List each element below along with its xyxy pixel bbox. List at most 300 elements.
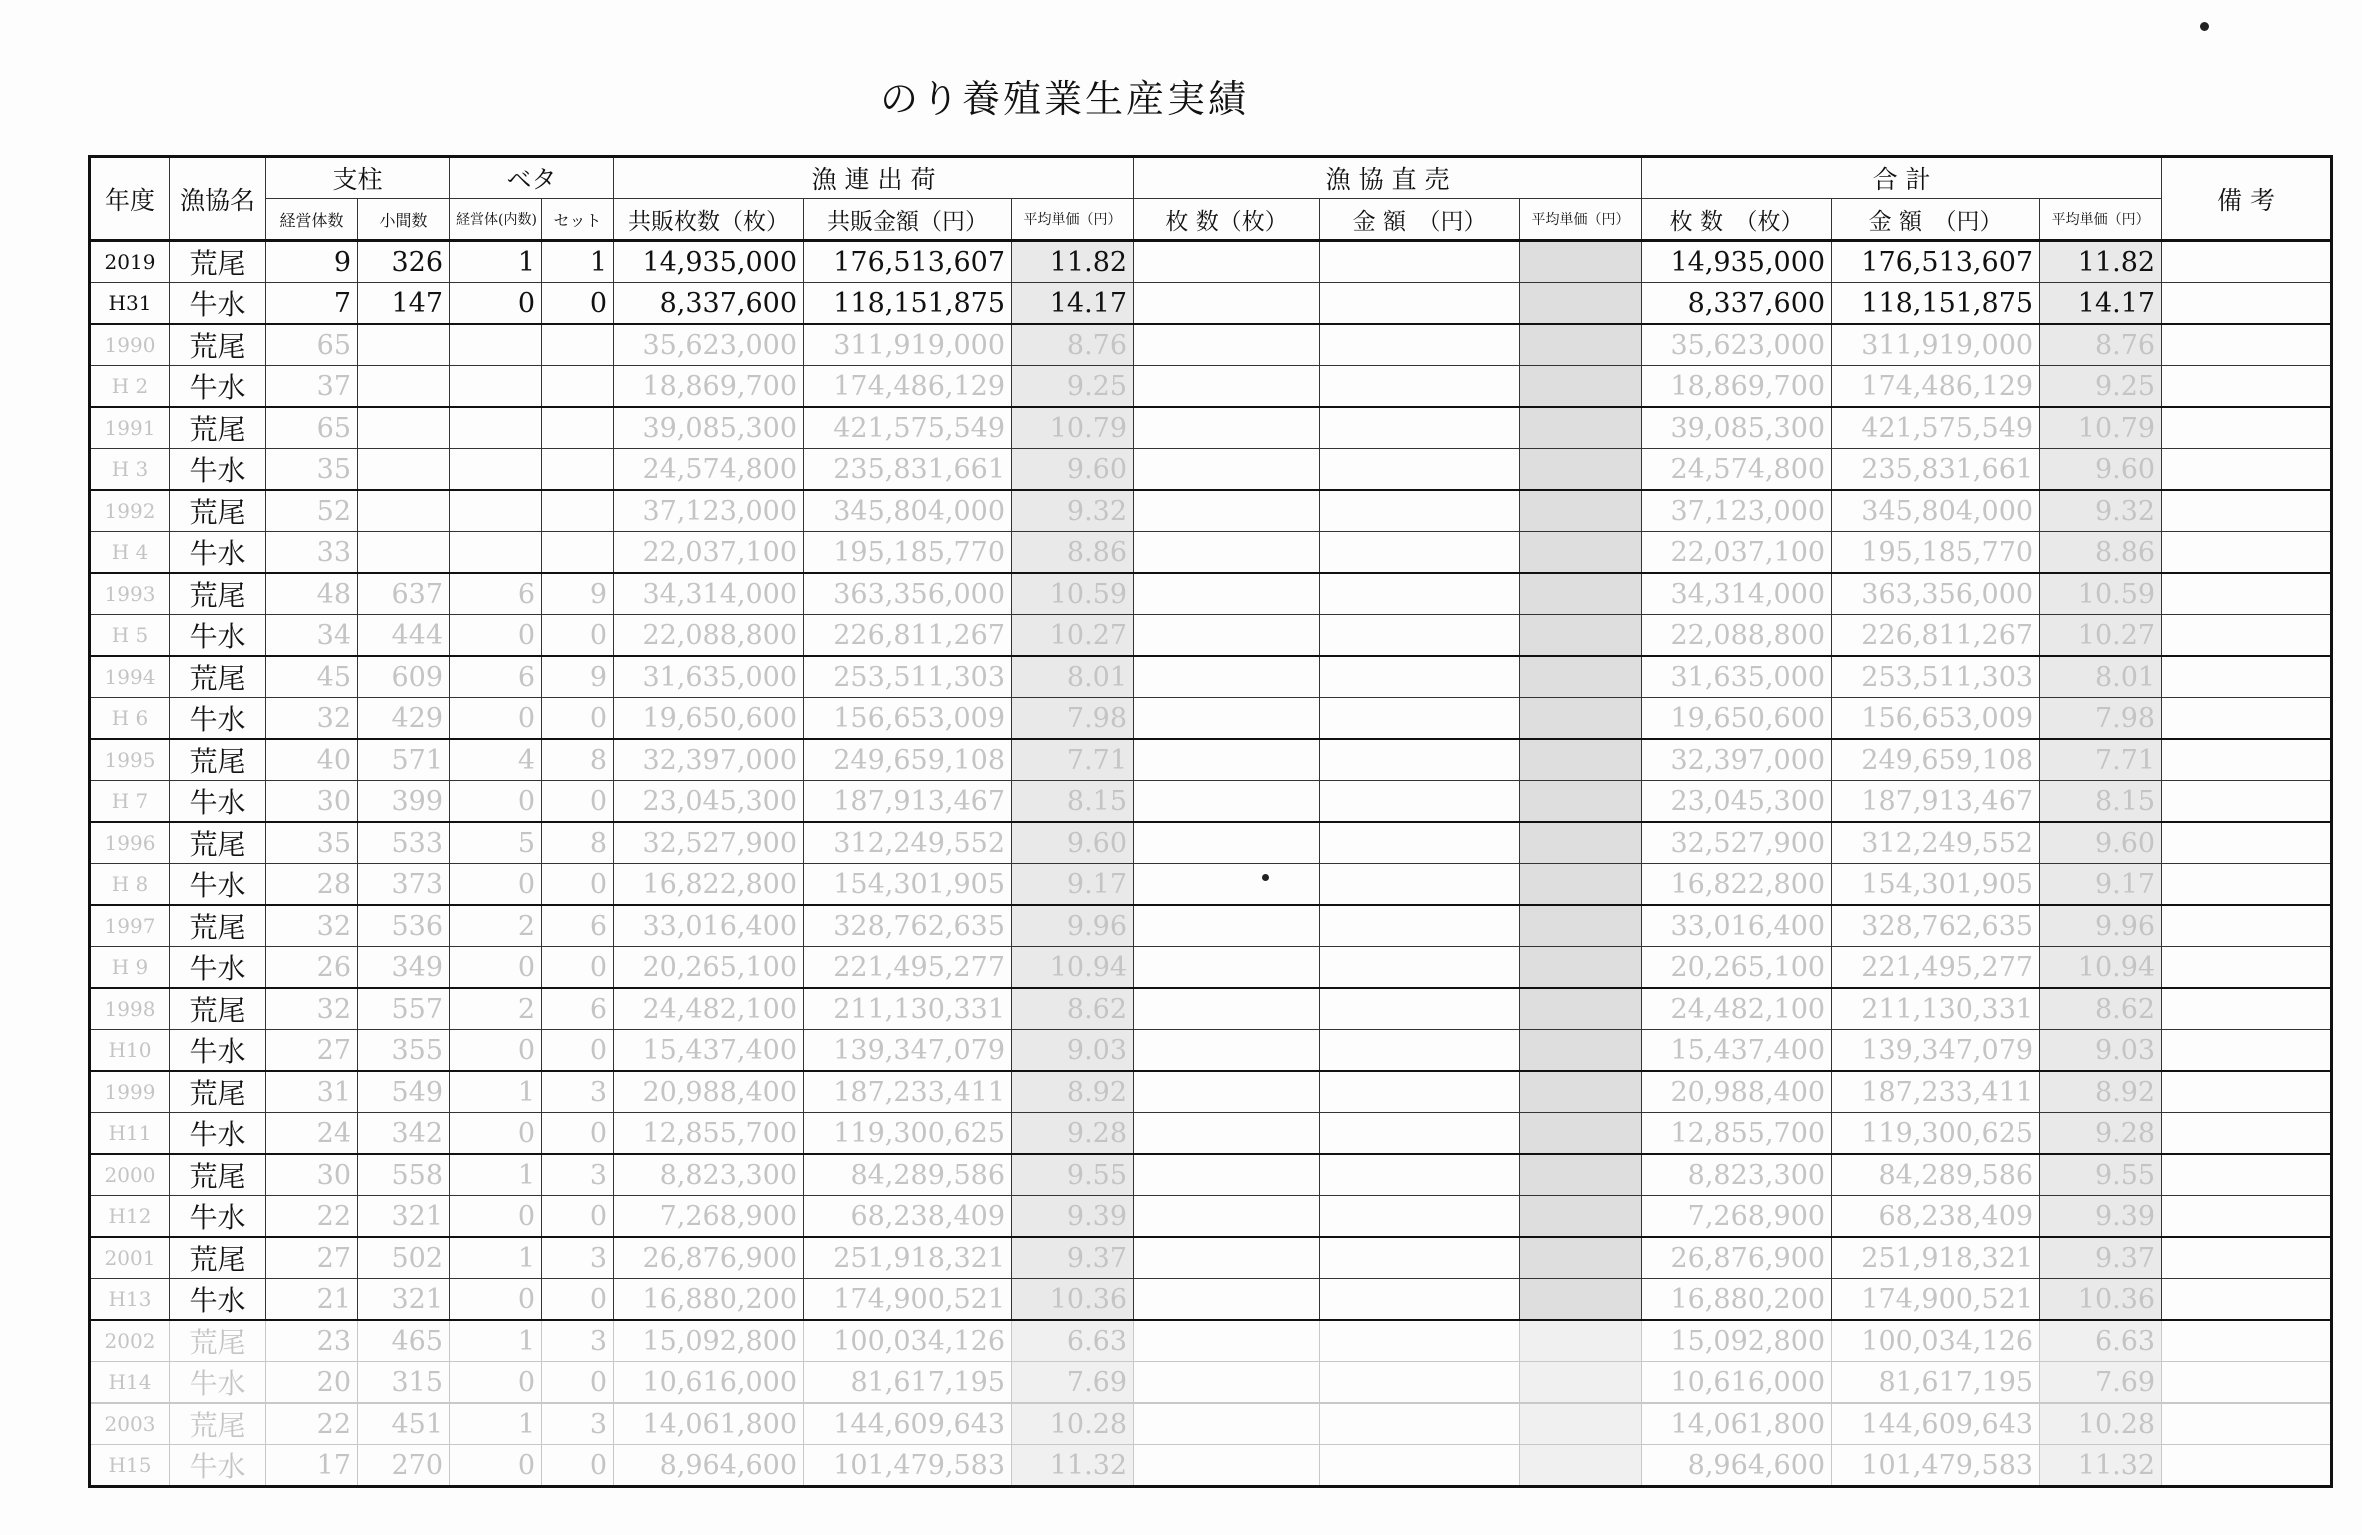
- row-total-amount: 421,575,549: [1832, 407, 2040, 449]
- row-total-avg: 9.25: [2040, 366, 2162, 408]
- row-remarks: [2162, 1196, 2332, 1238]
- row-chokubai-avg: [1520, 1445, 1642, 1487]
- row-chokubai-avg: [1520, 366, 1642, 408]
- row-komasu: 349: [358, 947, 450, 989]
- table-row: [90, 1403, 2332, 1445]
- row-gyoren-avg: 10.27: [1012, 615, 1134, 657]
- row-total-amount: 144,609,643: [1832, 1403, 2040, 1445]
- row-set: 0: [542, 1362, 614, 1404]
- row-chokubai-avg: [1520, 1403, 1642, 1445]
- row-year: H10: [90, 1030, 170, 1072]
- row-gyoren-count: 32,397,000: [614, 739, 804, 781]
- row-chokubai-amount: [1320, 739, 1520, 781]
- row-total-avg: 8.01: [2040, 656, 2162, 698]
- row-coop: 荒尾: [170, 905, 266, 947]
- row-keiei: 48: [266, 573, 358, 615]
- row-chokubai-avg: [1520, 490, 1642, 532]
- row-total-avg: 10.59: [2040, 573, 2162, 615]
- row-total-amount: 68,238,409: [1832, 1196, 2040, 1238]
- row-set: 3: [542, 1320, 614, 1362]
- row-keiei: 34: [266, 615, 358, 657]
- row-total-count: 22,088,800: [1642, 615, 1832, 657]
- row-komasu: 571: [358, 739, 450, 781]
- row-chokubai-avg: [1520, 241, 1642, 283]
- row-gyoren-count: 14,061,800: [614, 1403, 804, 1445]
- row-total-avg: 10.27: [2040, 615, 2162, 657]
- table-row: [90, 1362, 2332, 1404]
- table-row: [90, 656, 2332, 698]
- row-total-amount: 100,034,126: [1832, 1320, 2040, 1362]
- row-gyoren-avg: 8.62: [1012, 988, 1134, 1030]
- row-set: 1: [542, 241, 614, 283]
- row-beta-keiei: [450, 449, 542, 491]
- row-beta-keiei: [450, 532, 542, 574]
- row-chokubai-count: [1134, 947, 1320, 989]
- row-gyoren-avg: 9.39: [1012, 1196, 1134, 1238]
- row-komasu: [358, 490, 450, 532]
- row-gyoren-amount: 363,356,000: [804, 573, 1012, 615]
- row-chokubai-avg: [1520, 1279, 1642, 1321]
- header-keiei-naisu: 経営体(内数): [450, 199, 542, 241]
- row-total-count: 15,092,800: [1642, 1320, 1832, 1362]
- row-total-amount: 312,249,552: [1832, 822, 2040, 864]
- row-chokubai-amount: [1320, 366, 1520, 408]
- header-komasu: 小間数: [358, 199, 450, 241]
- row-keiei: 32: [266, 988, 358, 1030]
- row-total-amount: 154,301,905: [1832, 864, 2040, 906]
- row-beta-keiei: 0: [450, 698, 542, 740]
- row-total-count: 12,855,700: [1642, 1113, 1832, 1155]
- row-set: 0: [542, 1196, 614, 1238]
- row-total-avg: 7.69: [2040, 1362, 2162, 1404]
- row-total-avg: 14.17: [2040, 283, 2162, 325]
- row-komasu: 502: [358, 1237, 450, 1279]
- row-komasu: 429: [358, 698, 450, 740]
- row-chokubai-avg: [1520, 1237, 1642, 1279]
- row-total-count: 8,823,300: [1642, 1154, 1832, 1196]
- row-total-avg: 8.76: [2040, 324, 2162, 366]
- row-komasu: [358, 449, 450, 491]
- row-chokubai-count: [1134, 1362, 1320, 1404]
- row-year: 2002: [90, 1320, 170, 1362]
- row-total-count: 16,880,200: [1642, 1279, 1832, 1321]
- row-beta-keiei: 6: [450, 573, 542, 615]
- row-gyoren-count: 20,265,100: [614, 947, 804, 989]
- row-keiei: 22: [266, 1403, 358, 1445]
- table-row: [90, 1445, 2332, 1487]
- row-gyoren-amount: 100,034,126: [804, 1320, 1012, 1362]
- row-coop: 荒尾: [170, 1403, 266, 1445]
- row-remarks: [2162, 1445, 2332, 1487]
- table-row: [90, 739, 2332, 781]
- row-keiei: 52: [266, 490, 358, 532]
- row-beta-keiei: 0: [450, 1030, 542, 1072]
- row-set: 9: [542, 656, 614, 698]
- row-remarks: [2162, 739, 2332, 781]
- header-kyohan-maisu: 共販枚数（枚）: [614, 199, 804, 241]
- row-komasu: 270: [358, 1445, 450, 1487]
- row-chokubai-amount: [1320, 615, 1520, 657]
- row-chokubai-count: [1134, 698, 1320, 740]
- row-gyoren-amount: 101,479,583: [804, 1445, 1012, 1487]
- row-coop: 荒尾: [170, 324, 266, 366]
- row-set: [542, 490, 614, 532]
- header-total: 合 計: [1642, 157, 2162, 199]
- row-beta-keiei: 1: [450, 1320, 542, 1362]
- row-total-avg: 10.94: [2040, 947, 2162, 989]
- row-gyoren-amount: 68,238,409: [804, 1196, 1012, 1238]
- row-gyoren-avg: 6.63: [1012, 1320, 1134, 1362]
- header-heikin: 平均単価（円）: [1012, 199, 1134, 241]
- row-keiei: 30: [266, 781, 358, 823]
- header-coop: 漁協名: [170, 157, 266, 241]
- row-set: 8: [542, 739, 614, 781]
- row-komasu: 557: [358, 988, 450, 1030]
- row-gyoren-count: 39,085,300: [614, 407, 804, 449]
- row-total-avg: 10.28: [2040, 1403, 2162, 1445]
- row-chokubai-amount: [1320, 1445, 1520, 1487]
- row-gyoren-count: 23,045,300: [614, 781, 804, 823]
- row-remarks: [2162, 407, 2332, 449]
- row-year: H 9: [90, 947, 170, 989]
- row-remarks: [2162, 573, 2332, 615]
- row-set: 0: [542, 1030, 614, 1072]
- row-chokubai-amount: [1320, 1196, 1520, 1238]
- table-row: [90, 905, 2332, 947]
- row-keiei: 35: [266, 449, 358, 491]
- row-gyoren-avg: 9.32: [1012, 490, 1134, 532]
- header-chokubai: 漁 協 直 売: [1134, 157, 1642, 199]
- row-gyoren-count: 14,935,000: [614, 241, 804, 283]
- row-gyoren-count: 24,482,100: [614, 988, 804, 1030]
- row-chokubai-amount: [1320, 1279, 1520, 1321]
- row-komasu: 321: [358, 1279, 450, 1321]
- row-total-count: 32,527,900: [1642, 822, 1832, 864]
- table-row: [90, 366, 2332, 408]
- row-total-count: 34,314,000: [1642, 573, 1832, 615]
- row-remarks: [2162, 1154, 2332, 1196]
- row-gyoren-avg: 8.86: [1012, 532, 1134, 574]
- row-chokubai-amount: [1320, 864, 1520, 906]
- row-chokubai-count: [1134, 1237, 1320, 1279]
- row-chokubai-amount: [1320, 988, 1520, 1030]
- row-chokubai-count: [1134, 1445, 1320, 1487]
- row-chokubai-amount: [1320, 822, 1520, 864]
- row-coop: 牛水: [170, 1030, 266, 1072]
- row-remarks: [2162, 1030, 2332, 1072]
- row-total-avg: 10.36: [2040, 1279, 2162, 1321]
- row-gyoren-amount: 187,233,411: [804, 1071, 1012, 1113]
- row-total-count: 8,964,600: [1642, 1445, 1832, 1487]
- row-gyoren-avg: 9.60: [1012, 449, 1134, 491]
- row-gyoren-amount: 226,811,267: [804, 615, 1012, 657]
- row-keiei: 33: [266, 532, 358, 574]
- row-remarks: [2162, 490, 2332, 532]
- row-beta-keiei: [450, 366, 542, 408]
- row-year: H 2: [90, 366, 170, 408]
- row-set: 9: [542, 573, 614, 615]
- row-chokubai-avg: [1520, 698, 1642, 740]
- row-chokubai-avg: [1520, 739, 1642, 781]
- row-coop: 牛水: [170, 947, 266, 989]
- row-keiei: 26: [266, 947, 358, 989]
- row-total-amount: 119,300,625: [1832, 1113, 2040, 1155]
- row-set: 0: [542, 864, 614, 906]
- row-gyoren-avg: 7.71: [1012, 739, 1134, 781]
- row-total-count: 14,061,800: [1642, 1403, 1832, 1445]
- row-keiei: 20: [266, 1362, 358, 1404]
- row-year: H11: [90, 1113, 170, 1155]
- row-chokubai-avg: [1520, 988, 1642, 1030]
- row-total-avg: 6.63: [2040, 1320, 2162, 1362]
- row-beta-keiei: 0: [450, 864, 542, 906]
- row-komasu: [358, 324, 450, 366]
- header-gyoren: 漁 連 出 荷: [614, 157, 1134, 199]
- row-set: 0: [542, 947, 614, 989]
- row-gyoren-amount: 311,919,000: [804, 324, 1012, 366]
- row-remarks: [2162, 1320, 2332, 1362]
- row-total-amount: 84,289,586: [1832, 1154, 2040, 1196]
- row-coop: 牛水: [170, 1196, 266, 1238]
- row-keiei: 23: [266, 1320, 358, 1362]
- row-chokubai-count: [1134, 1154, 1320, 1196]
- row-year: H14: [90, 1362, 170, 1404]
- row-set: 0: [542, 781, 614, 823]
- row-chokubai-count: [1134, 283, 1320, 325]
- row-remarks: [2162, 698, 2332, 740]
- row-total-avg: 9.60: [2040, 822, 2162, 864]
- row-gyoren-avg: 9.17: [1012, 864, 1134, 906]
- row-gyoren-count: 8,823,300: [614, 1154, 804, 1196]
- document-title: のり養殖業生産実績: [880, 77, 1250, 121]
- row-year: H 3: [90, 449, 170, 491]
- production-table: [88, 155, 2333, 1488]
- row-total-avg: 9.32: [2040, 490, 2162, 532]
- row-komasu: 399: [358, 781, 450, 823]
- row-beta-keiei: 1: [450, 1237, 542, 1279]
- table-row: [90, 532, 2332, 574]
- row-coop: 牛水: [170, 698, 266, 740]
- row-beta-keiei: 0: [450, 1279, 542, 1321]
- row-total-amount: 249,659,108: [1832, 739, 2040, 781]
- row-chokubai-avg: [1520, 864, 1642, 906]
- row-total-count: 23,045,300: [1642, 781, 1832, 823]
- row-komasu: 451: [358, 1403, 450, 1445]
- row-keiei: 35: [266, 822, 358, 864]
- row-total-count: 7,268,900: [1642, 1196, 1832, 1238]
- row-gyoren-amount: 328,762,635: [804, 905, 1012, 947]
- row-set: 6: [542, 988, 614, 1030]
- row-remarks: [2162, 1113, 2332, 1155]
- row-keiei: 30: [266, 1154, 358, 1196]
- row-gyoren-avg: 10.59: [1012, 573, 1134, 615]
- row-chokubai-avg: [1520, 822, 1642, 864]
- row-beta-keiei: 1: [450, 1071, 542, 1113]
- row-gyoren-count: 33,016,400: [614, 905, 804, 947]
- row-total-amount: 139,347,079: [1832, 1030, 2040, 1072]
- row-year: 1997: [90, 905, 170, 947]
- row-chokubai-count: [1134, 1030, 1320, 1072]
- table-row: [90, 822, 2332, 864]
- row-gyoren-amount: 251,918,321: [804, 1237, 1012, 1279]
- row-coop: 牛水: [170, 1445, 266, 1487]
- row-gyoren-avg: 9.03: [1012, 1030, 1134, 1072]
- row-komasu: 465: [358, 1320, 450, 1362]
- table-row: [90, 1071, 2332, 1113]
- row-keiei: 65: [266, 324, 358, 366]
- row-chokubai-avg: [1520, 947, 1642, 989]
- row-keiei: 22: [266, 1196, 358, 1238]
- row-keiei: 32: [266, 905, 358, 947]
- row-beta-keiei: 0: [450, 947, 542, 989]
- row-year: H12: [90, 1196, 170, 1238]
- row-chokubai-count: [1134, 1196, 1320, 1238]
- row-total-count: 31,635,000: [1642, 656, 1832, 698]
- row-beta-keiei: [450, 324, 542, 366]
- row-year: H31: [90, 283, 170, 325]
- row-total-amount: 176,513,607: [1832, 241, 2040, 283]
- row-total-avg: 8.86: [2040, 532, 2162, 574]
- row-remarks: [2162, 1362, 2332, 1404]
- row-total-amount: 81,617,195: [1832, 1362, 2040, 1404]
- row-chokubai-avg: [1520, 532, 1642, 574]
- row-coop: 荒尾: [170, 490, 266, 532]
- row-gyoren-amount: 144,609,643: [804, 1403, 1012, 1445]
- row-gyoren-avg: 10.36: [1012, 1279, 1134, 1321]
- row-beta-keiei: 0: [450, 615, 542, 657]
- row-remarks: [2162, 864, 2332, 906]
- row-chokubai-count: [1134, 1071, 1320, 1113]
- row-chokubai-amount: [1320, 241, 1520, 283]
- header-total-kingaku: 金 額 （円）: [1832, 199, 2040, 241]
- row-coop: 牛水: [170, 283, 266, 325]
- row-gyoren-avg: 10.79: [1012, 407, 1134, 449]
- row-keiei: 45: [266, 656, 358, 698]
- row-chokubai-count: [1134, 1320, 1320, 1362]
- row-gyoren-count: 10,616,000: [614, 1362, 804, 1404]
- row-total-count: 20,265,100: [1642, 947, 1832, 989]
- row-komasu: 444: [358, 615, 450, 657]
- row-chokubai-count: [1134, 864, 1320, 906]
- row-chokubai-amount: [1320, 1320, 1520, 1362]
- row-gyoren-count: 15,437,400: [614, 1030, 804, 1072]
- row-chokubai-amount: [1320, 1237, 1520, 1279]
- row-beta-keiei: 2: [450, 988, 542, 1030]
- row-gyoren-count: 31,635,000: [614, 656, 804, 698]
- row-gyoren-count: 12,855,700: [614, 1113, 804, 1155]
- row-total-amount: 253,511,303: [1832, 656, 2040, 698]
- row-remarks: [2162, 1403, 2332, 1445]
- row-gyoren-amount: 118,151,875: [804, 283, 1012, 325]
- row-year: H13: [90, 1279, 170, 1321]
- row-total-count: 14,935,000: [1642, 241, 1832, 283]
- row-remarks: [2162, 947, 2332, 989]
- row-coop: 荒尾: [170, 739, 266, 781]
- row-total-count: 18,869,700: [1642, 366, 1832, 408]
- row-remarks: [2162, 449, 2332, 491]
- row-set: 3: [542, 1237, 614, 1279]
- row-keiei: 27: [266, 1030, 358, 1072]
- row-gyoren-count: 8,964,600: [614, 1445, 804, 1487]
- row-chokubai-amount: [1320, 947, 1520, 989]
- row-beta-keiei: 0: [450, 1113, 542, 1155]
- row-gyoren-avg: 9.25: [1012, 366, 1134, 408]
- row-gyoren-amount: 81,617,195: [804, 1362, 1012, 1404]
- row-chokubai-amount: [1320, 905, 1520, 947]
- row-keiei: 31: [266, 1071, 358, 1113]
- row-gyoren-count: 19,650,600: [614, 698, 804, 740]
- row-coop: 荒尾: [170, 988, 266, 1030]
- row-keiei: 7: [266, 283, 358, 325]
- row-chokubai-count: [1134, 781, 1320, 823]
- row-total-amount: 156,653,009: [1832, 698, 2040, 740]
- header-total-maisu: 枚 数 （枚）: [1642, 199, 1832, 241]
- header-set: セット: [542, 199, 614, 241]
- row-chokubai-avg: [1520, 1071, 1642, 1113]
- row-chokubai-amount: [1320, 573, 1520, 615]
- row-total-amount: 101,479,583: [1832, 1445, 2040, 1487]
- row-komasu: [358, 366, 450, 408]
- row-gyoren-amount: 154,301,905: [804, 864, 1012, 906]
- row-gyoren-amount: 84,289,586: [804, 1154, 1012, 1196]
- row-gyoren-count: 20,988,400: [614, 1071, 804, 1113]
- row-remarks: [2162, 822, 2332, 864]
- row-gyoren-amount: 312,249,552: [804, 822, 1012, 864]
- header-remarks: 備 考: [2162, 157, 2332, 241]
- row-year: H 8: [90, 864, 170, 906]
- table-row: [90, 988, 2332, 1030]
- row-total-count: 22,037,100: [1642, 532, 1832, 574]
- row-beta-keiei: 1: [450, 1403, 542, 1445]
- row-year: 1999: [90, 1071, 170, 1113]
- row-gyoren-count: 16,822,800: [614, 864, 804, 906]
- row-coop: 荒尾: [170, 573, 266, 615]
- row-coop: 牛水: [170, 781, 266, 823]
- header-kyohan-kingaku: 共販金額（円）: [804, 199, 1012, 241]
- row-year: H 5: [90, 615, 170, 657]
- row-chokubai-count: [1134, 324, 1320, 366]
- table-row: [90, 1279, 2332, 1321]
- row-set: [542, 366, 614, 408]
- row-total-amount: 187,913,467: [1832, 781, 2040, 823]
- row-coop: 牛水: [170, 864, 266, 906]
- row-remarks: [2162, 241, 2332, 283]
- row-chokubai-count: [1134, 1279, 1320, 1321]
- row-chokubai-amount: [1320, 283, 1520, 325]
- row-gyoren-avg: 11.32: [1012, 1445, 1134, 1487]
- row-coop: 牛水: [170, 615, 266, 657]
- row-coop: 牛水: [170, 1279, 266, 1321]
- row-komasu: 342: [358, 1113, 450, 1155]
- table-row: [90, 615, 2332, 657]
- row-coop: 牛水: [170, 532, 266, 574]
- row-total-count: 24,482,100: [1642, 988, 1832, 1030]
- row-gyoren-avg: 9.60: [1012, 822, 1134, 864]
- row-gyoren-count: 8,337,600: [614, 283, 804, 325]
- table-row: [90, 864, 2332, 906]
- row-total-count: 39,085,300: [1642, 407, 1832, 449]
- row-set: 0: [542, 1445, 614, 1487]
- row-year: 1991: [90, 407, 170, 449]
- row-total-amount: 174,486,129: [1832, 366, 2040, 408]
- row-gyoren-avg: 10.28: [1012, 1403, 1134, 1445]
- row-chokubai-amount: [1320, 490, 1520, 532]
- row-komasu: 315: [358, 1362, 450, 1404]
- row-gyoren-count: 24,574,800: [614, 449, 804, 491]
- row-gyoren-avg: 7.69: [1012, 1362, 1134, 1404]
- row-chokubai-amount: [1320, 656, 1520, 698]
- row-chokubai-count: [1134, 449, 1320, 491]
